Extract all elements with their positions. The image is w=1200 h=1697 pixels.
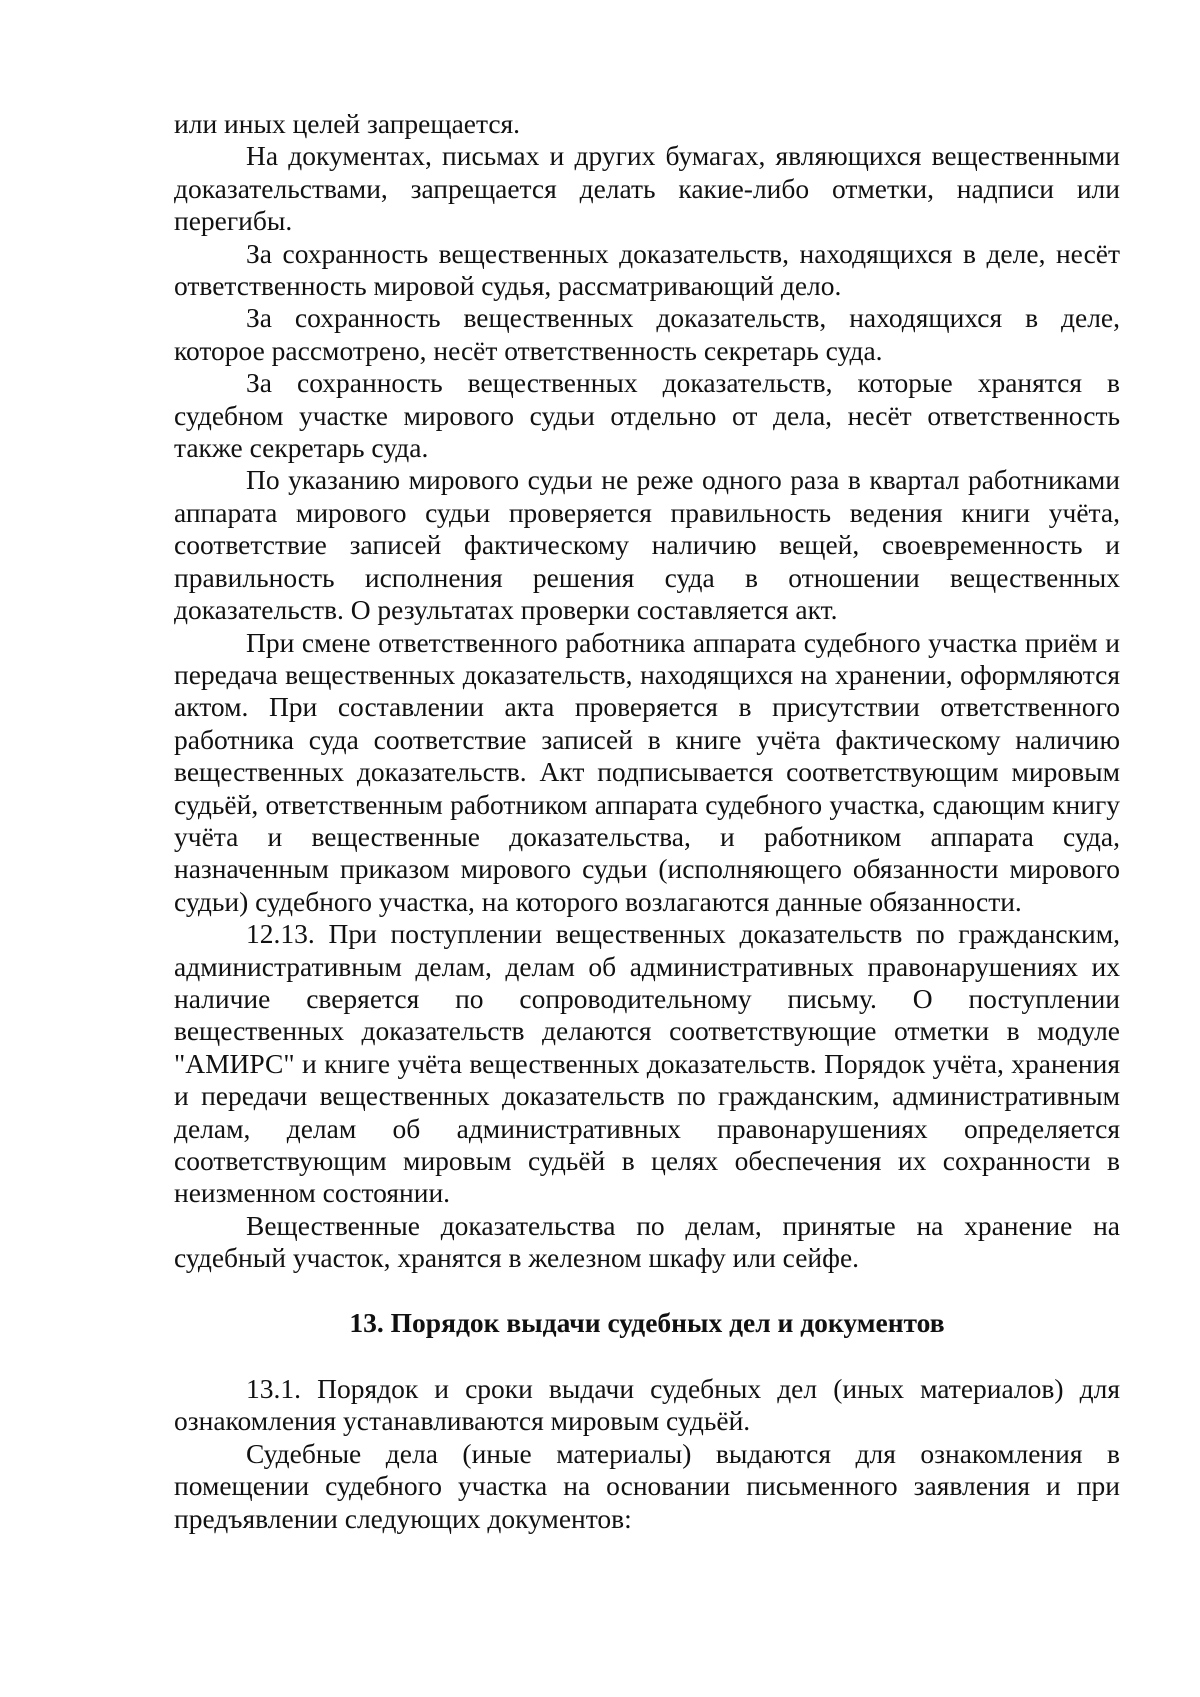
document-page bbox=[174, 108, 1120, 1535]
paragraph-separate-storage: За сохранность вещественных доказательств, которые хранятся в судебном участке мирового судьи отдельно от дела, несёт ответственность также секретарь суда. bbox=[174, 367, 1120, 464]
paragraph-handover-act: При смене ответственного работника аппарата судебного участка приём и передача вещественных доказательств, находящихся на хранении, оформляются актом. При составлении акта проверяется в присутствии ответственного работника суда соответствие записей в книге учёта фактическому наличию вещественных доказательств. Акт подписывается соответствующим мировым судьёй, ответственным работником аппарата судебного участка, сдающим книгу учёта и вещественные доказательства, и работником аппарата суда, назначенным приказом мирового судьи (исполняющего обязанности мирового судьи) судебного участка, на которого возлагаются данные обязанности. bbox=[174, 626, 1120, 917]
paragraph-judge-responsibility: За сохранность вещественных доказательств, находящихся в деле, несёт ответственность мировой судья, рассматривающий дело. bbox=[174, 237, 1120, 302]
paragraph-continuation: или иных целей запрещается. bbox=[174, 108, 521, 139]
paragraph-marks-prohibited: На документах, письмах и других бумагах, являющихся вещественными доказательствами, запрещается делать какие-либо отметки, надписи или перегибы. bbox=[174, 140, 1120, 237]
paragraph-secretary-responsibility: За сохранность вещественных доказательств, находящихся в деле, которое рассмотрено, несёт ответственность секретарь суда. bbox=[174, 302, 1120, 366]
paragraph-storage-safe: Вещественные доказательства по делам, принятые на хранение на судебный участок, хранятся в железном шкафу или сейфе. bbox=[174, 1209, 1120, 1274]
paragraph-13-1: 13.1. Порядок и сроки выдачи судебных дел (иных материалов) для ознакомления устанавливаются мировым судьёй. bbox=[174, 1373, 1120, 1437]
section-heading: 13. Порядок выдачи судебных дел и документов bbox=[349, 1306, 945, 1338]
paragraph-quarterly-check: По указанию мирового судьи не реже одного раза в квартал работниками аппарата мирового судьи проверяется правильность ведения книги учёта, соответствие записей фактическому наличию вещей, своевременность и правильность исполнения решения суда в отношении вещественных доказательств. О результатах проверки составляется акт. bbox=[174, 464, 1120, 626]
paragraph-issue-conditions: Судебные дела (иные материалы) выдаются для ознакомления в помещении судебного участка на основании письменного заявления и при предъявлении следующих документов: bbox=[174, 1437, 1120, 1534]
paragraph-12-13: 12.13. При поступлении вещественных доказательств по гражданским, административным делам, делам об административных правонарушениях их наличие сверяется по сопроводительному письму. О поступлении вещественных доказательств делаются соответствующие отметки в модуле "АМИРС" и книге учёта вещественных доказательств. Порядок учёта, хранения и передачи вещественных доказательств по гражданским, административным делам, делам об административных правонарушениях определяется соответствующим мировым судьёй в целях обеспечения их сохранности в неизменном состоянии. bbox=[174, 918, 1120, 1209]
